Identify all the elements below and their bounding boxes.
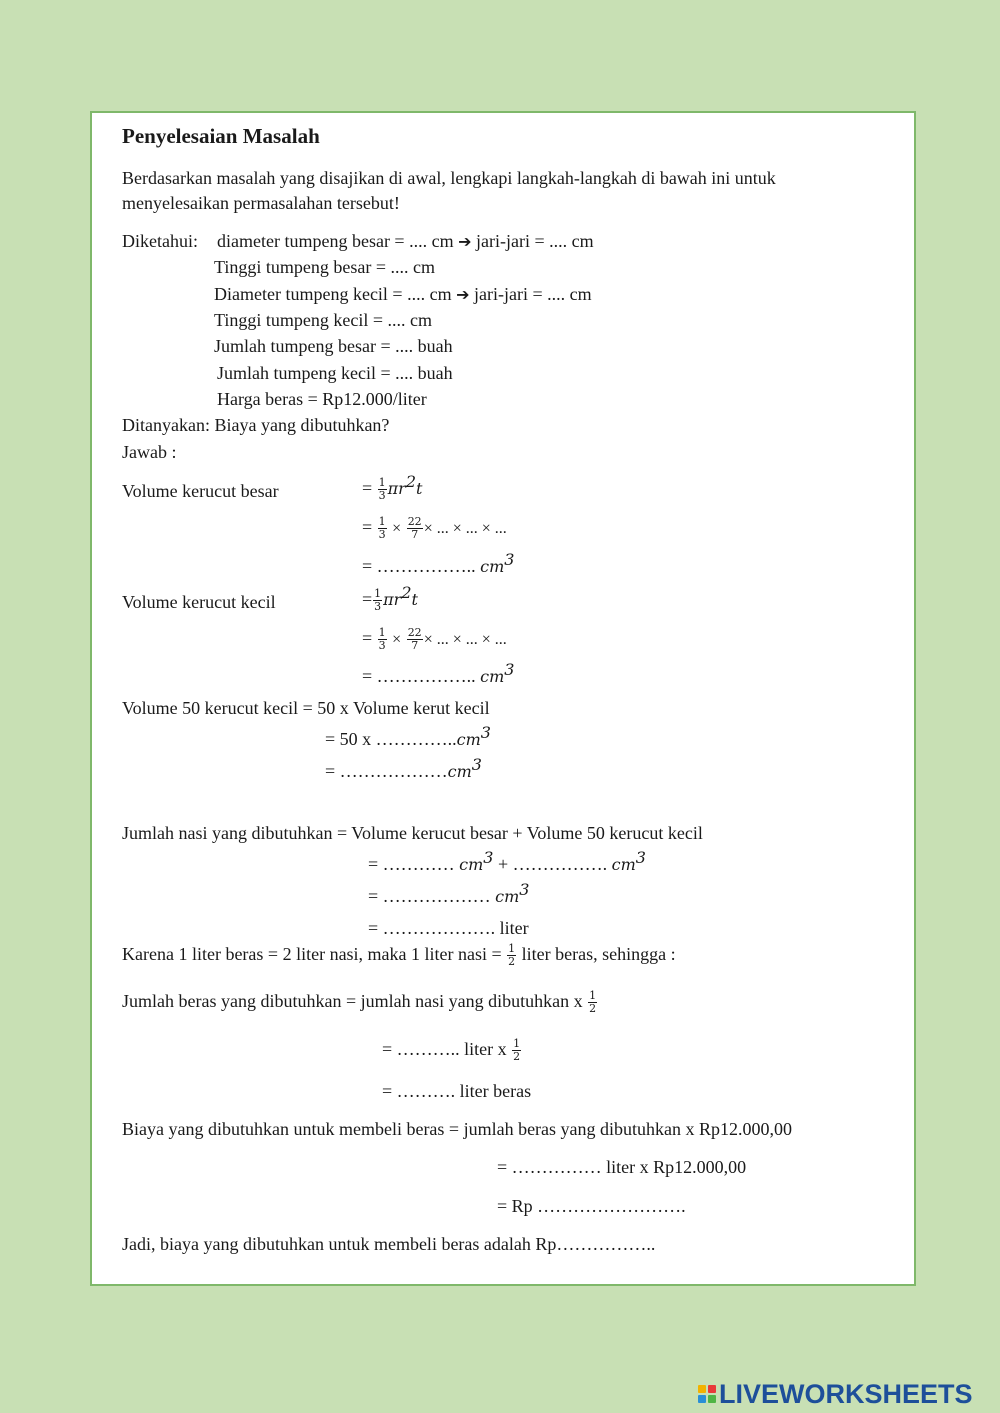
vol-kecil-label: Volume kerucut kecil	[122, 592, 276, 612]
fraction-22-7: $\frac{22}{7}$	[407, 515, 422, 542]
t-symbol: t	[416, 479, 423, 498]
worksheet-panel	[90, 111, 916, 1286]
vol-kecil-formula: = $\frac{1}{3}$ $\pi r^2t$	[362, 583, 418, 614]
right-arrow-icon: ➔	[458, 232, 472, 251]
page-title: Penyelesaian Masalah	[122, 124, 320, 148]
right-arrow-icon: ➔	[456, 285, 470, 304]
vol-50-line-1: Volume 50 kerucut kecil = 50 x Volume kerut kecil	[122, 698, 490, 718]
nasi-line-3: = ……………… $cm^3$	[368, 880, 530, 906]
fraction-one-third: $\frac{1}{3}$	[378, 476, 386, 503]
jawab-label: Jawab :	[122, 442, 177, 462]
liveworksheets-logo	[698, 1380, 973, 1408]
diketahui-label: Diketahui:	[122, 231, 198, 251]
pi-r-symbol: πr	[387, 479, 406, 498]
diketahui-jumlah-besar: Jumlah tumpeng besar = .... buah	[214, 336, 453, 356]
diketahui-jumlah-kecil: Jumlah tumpeng kecil = .... buah	[217, 363, 453, 383]
brand-mark-icon	[698, 1385, 716, 1403]
nasi-line-4: = ………………. liter	[368, 918, 529, 938]
biaya-line-1: Biaya yang dibutuhkan untuk membeli beras = jumlah beras yang dibutuhkan x Rp12.000,00	[122, 1119, 793, 1139]
conclusion: Jadi, biaya yang dibutuhkan untuk membeli beras adalah Rp……………..	[122, 1234, 656, 1254]
beras-line-1: Jumlah beras yang dibutuhkan = jumlah nasi yang dibutuhkan x $\frac{1}{2}$	[122, 989, 597, 1016]
fraction-22-7: $\frac{22}{7}$	[407, 626, 422, 653]
biaya-line-3: = Rp …………………….	[497, 1196, 686, 1216]
vol-50-line-3: = $\dots\dots\dots\dots\dots\dots cm^3$	[325, 755, 482, 781]
equals-sign: =	[362, 478, 373, 498]
diketahui-tinggi-kecil: Tinggi tumpeng kecil = .... cm	[214, 310, 432, 330]
diketahui-diameter-kecil	[214, 283, 592, 306]
diameter-kecil-text: Diameter tumpeng kecil = .... cm	[214, 284, 452, 304]
intro-line-1: Berdasarkan masalah yang disajikan di awal, lengkapi langkah-langkah di bawah ini untuk	[122, 168, 776, 188]
vol-kecil-result: = …………….. $cm^3$	[362, 660, 515, 686]
fraction-one-half: $\frac{1}{2}$	[513, 1037, 521, 1064]
diameter-besar-text: diameter tumpeng besar = .... cm	[217, 231, 454, 251]
beras-line-3: = ………. liter beras	[382, 1081, 532, 1101]
vol-besar-substitution: = $\frac{1}{3}$ × $\frac{22}{7}$ × ... × ... × ...	[362, 515, 507, 542]
vol-kecil-substitution: = $\frac{1}{3}$ × $\frac{22}{7}$ × ... × ... × ...	[362, 626, 507, 653]
ditanyakan: Ditanyakan: Biaya yang dibutuhkan?	[122, 415, 390, 435]
pi-r-symbol: πr	[383, 590, 402, 609]
fraction-one-third: $\frac{1}{3}$	[374, 587, 382, 614]
biaya-line-2: = …………… liter x Rp12.000,00	[497, 1157, 747, 1177]
beras-line-2: = ……….. liter x $\frac{1}{2}$	[382, 1037, 521, 1064]
vol-50-line-2: = 50 x $\dots\dots\dots\dots..cm^3$	[325, 723, 491, 749]
fraction-one-half: $\frac{1}{2}$	[508, 942, 516, 969]
substitution-blanks: × ... × ... × ...	[423, 520, 507, 537]
fraction-one-third: $\frac{1}{3}$	[378, 626, 386, 653]
fraction-one-third: $\frac{1}{3}$	[378, 515, 386, 542]
vol-besar-formula: = $\frac{1}{3}$ $\pi r^2t$	[362, 472, 423, 503]
nasi-line-1: Jumlah nasi yang dibutuhkan = Volume kerucut besar + Volume 50 kerucut kecil	[122, 823, 703, 843]
karena-line: Karena 1 liter beras = 2 liter nasi, maka 1 liter nasi = $\frac{1}{2}$ liter beras, sehingga :	[122, 942, 676, 969]
diketahui-diameter-besar	[217, 230, 594, 253]
diketahui-harga: Harga beras = Rp12.000/liter	[217, 389, 427, 409]
jari-kecil-text: jari-jari = .... cm	[473, 284, 592, 304]
vol-besar-result: = …………….. $cm^3$	[362, 550, 515, 576]
brand-name: LIVEWORKSHEETS	[719, 1378, 973, 1409]
fraction-one-half: $\frac{1}{2}$	[589, 989, 597, 1016]
intro-line-2: menyelesaikan permasalahan tersebut!	[122, 193, 400, 213]
nasi-line-2: = ………… $cm^3$ + ……………. $cm^3$	[368, 848, 646, 874]
substitution-blanks: × ... × ... × ...	[423, 631, 507, 648]
jari-besar-text: jari-jari = .... cm	[475, 231, 594, 251]
equals-sign: =	[362, 589, 373, 609]
vol-besar-label: Volume kerucut besar	[122, 481, 279, 501]
t-symbol: t	[411, 590, 418, 609]
diketahui-tinggi-besar: Tinggi tumpeng besar = .... cm	[214, 257, 435, 277]
